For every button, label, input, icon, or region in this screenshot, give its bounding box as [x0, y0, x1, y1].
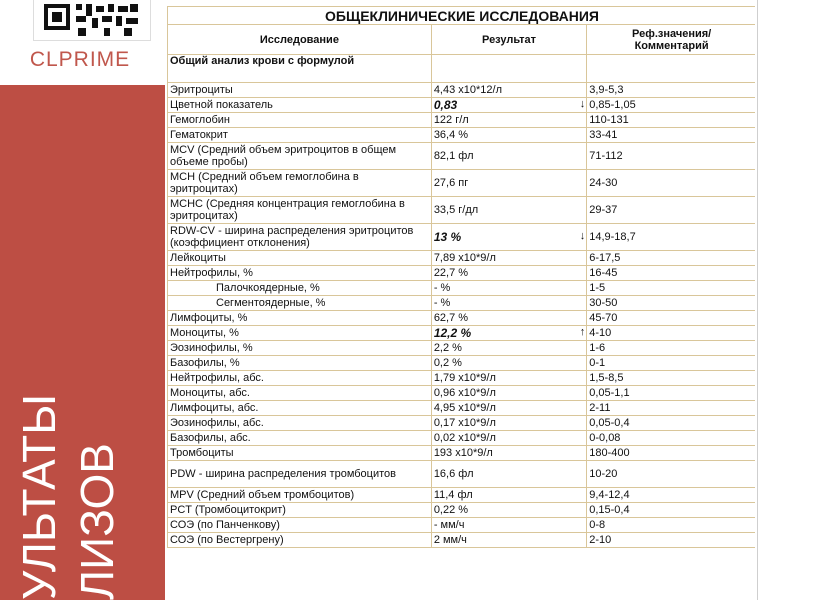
- row-result-value: 22,7 %: [433, 267, 469, 279]
- table-row: [168, 371, 757, 386]
- row-result-value: - %: [433, 297, 451, 309]
- row-result-value: 12,2 %: [433, 326, 472, 340]
- row-result: [431, 356, 586, 371]
- row-ref: 110-131: [587, 113, 757, 128]
- row-result: [431, 416, 586, 431]
- row-result-value: 0,96 х10*9/л: [433, 387, 496, 399]
- row-ref: 3,9-5,3: [587, 83, 757, 98]
- row-name: Гематокрит: [168, 128, 432, 143]
- row-name: СОЭ (по Панченкову): [168, 518, 432, 533]
- row-ref: 0,15-0,4: [587, 503, 757, 518]
- row-name: MCV (Средний объем эритроцитов в общем объеме пробы): [168, 143, 432, 170]
- row-result: [431, 296, 586, 311]
- row-result-value: 2,2 %: [433, 342, 462, 354]
- row-name: Лейкоциты: [168, 251, 432, 266]
- row-result-value: 4,43 х10*12/л: [433, 84, 503, 96]
- row-result: [431, 341, 586, 356]
- row-ref: 0-1: [587, 356, 757, 371]
- table-row: [168, 224, 757, 251]
- table-row: [168, 98, 757, 113]
- row-name: Тромбоциты: [168, 446, 432, 461]
- row-result: [431, 386, 586, 401]
- row-result-value: 36,4 %: [433, 129, 469, 141]
- row-result-value: 0,2 %: [433, 357, 462, 369]
- row-ref: 29-37: [587, 197, 757, 224]
- row-name: Базофилы, %: [168, 356, 432, 371]
- row-result-value: 0,02 х10*9/л: [433, 432, 496, 444]
- row-ref: 2-10: [587, 533, 757, 548]
- table-row: [168, 446, 757, 461]
- row-result-value: 11,4 фл: [433, 489, 473, 501]
- table-row: [168, 311, 757, 326]
- row-result-value: 2 мм/ч: [433, 534, 467, 546]
- row-result-value: - мм/ч: [433, 519, 465, 531]
- table-title-row: [168, 7, 757, 25]
- row-name: Гемоглобин: [168, 113, 432, 128]
- row-name: Лимфоциты, абс.: [168, 401, 432, 416]
- table-row: [168, 251, 757, 266]
- page-edge-line: [757, 0, 758, 600]
- row-name: Сегментоядерные, %: [168, 296, 432, 311]
- row-ref: 0,85-1,05: [587, 98, 757, 113]
- row-ref: 6-17,5: [587, 251, 757, 266]
- row-ref: 4-10: [587, 326, 757, 341]
- row-result: [431, 311, 586, 326]
- table-row: [168, 431, 757, 446]
- table-row: [168, 533, 757, 548]
- row-result-value: 13 %: [433, 230, 462, 244]
- row-name: СОЭ (по Вестергрену): [168, 533, 432, 548]
- results-body: [168, 83, 757, 548]
- row-name: MCHC (Средняя концентрация гемоглобина в эритроцитах): [168, 197, 432, 224]
- row-ref: 71-112: [587, 143, 757, 170]
- row-name: Эозинофилы, %: [168, 341, 432, 356]
- table-row: [168, 401, 757, 416]
- row-name: Цветной показатель: [168, 98, 432, 113]
- row-result-value: - %: [433, 282, 451, 294]
- row-result: [431, 170, 586, 197]
- table-row: [168, 296, 757, 311]
- row-result-value: 122 г/л: [433, 114, 469, 126]
- row-result-value: 27,6 пг: [433, 177, 469, 189]
- table-title: ОБЩЕКЛИНИЧЕСКИЕ ИССЛЕДОВАНИЯ: [168, 7, 757, 25]
- header-ref: Реф.значения/ Комментарий: [587, 25, 757, 55]
- page-margin: [755, 0, 815, 600]
- row-result: [431, 326, 586, 341]
- group-title: Общий анализ крови с формулой: [168, 55, 432, 83]
- row-name: MCH (Средний объем гемоглобина в эритроцитах): [168, 170, 432, 197]
- table-row: [168, 113, 757, 128]
- row-name: Нейтрофилы, %: [168, 266, 432, 281]
- row-name: Палочкоядерные, %: [168, 281, 432, 296]
- row-name: Моноциты, абс.: [168, 386, 432, 401]
- vertical-heading-line-2: ЛИЗОВ: [71, 443, 123, 600]
- row-result: [431, 128, 586, 143]
- row-name: Лимфоциты, %: [168, 311, 432, 326]
- row-result: [431, 281, 586, 296]
- row-ref: 2-11: [587, 401, 757, 416]
- row-ref: 0,05-0,4: [587, 416, 757, 431]
- left-panel: [0, 0, 165, 600]
- row-result-value: 0,83: [433, 98, 458, 112]
- row-result-value: 7,89 х10*9/л: [433, 252, 496, 264]
- row-ref: 33-41: [587, 128, 757, 143]
- row-ref: 14,9-18,7: [587, 224, 757, 251]
- table-header-row: [168, 25, 757, 55]
- row-result: [431, 401, 586, 416]
- row-ref: 0-8: [587, 518, 757, 533]
- row-result: [431, 488, 586, 503]
- table-row: [168, 488, 757, 503]
- row-result: [431, 371, 586, 386]
- arrow-up-icon: ↑: [579, 325, 586, 338]
- row-result-value: 82,1 фл: [433, 150, 474, 162]
- table-row: [168, 341, 757, 356]
- row-ref: 30-50: [587, 296, 757, 311]
- qr-code: [33, 0, 151, 41]
- row-result-value: 33,5 г/дл: [433, 204, 479, 216]
- row-result: [431, 503, 586, 518]
- row-name: MPV (Средний объем тромбоцитов): [168, 488, 432, 503]
- row-name: Нейтрофилы, абс.: [168, 371, 432, 386]
- row-ref: 180-400: [587, 446, 757, 461]
- row-ref: 24-30: [587, 170, 757, 197]
- row-ref: 16-45: [587, 266, 757, 281]
- table-row: [168, 386, 757, 401]
- table-row: [168, 461, 757, 488]
- brand-name: CLPRIME: [29, 48, 131, 71]
- arrow-down-icon: ↓: [579, 97, 586, 110]
- header-study: Исследование: [168, 25, 432, 55]
- table-row: [168, 83, 757, 98]
- table-row: [168, 416, 757, 431]
- row-name: Моноциты, %: [168, 326, 432, 341]
- row-result: [431, 431, 586, 446]
- row-name: Эритроциты: [168, 83, 432, 98]
- row-result: [431, 533, 586, 548]
- row-result-value: 1,79 х10*9/л: [433, 372, 496, 384]
- vertical-heading: [10, 394, 126, 600]
- table-row: [168, 503, 757, 518]
- table-row: [168, 281, 757, 296]
- row-ref: 9,4-12,4: [587, 488, 757, 503]
- row-result-value: 16,6 фл: [433, 468, 474, 480]
- table-row: [168, 266, 757, 281]
- row-result: [431, 143, 586, 170]
- row-ref: 1-6: [587, 341, 757, 356]
- row-result-value: 0,17 х10*9/л: [433, 417, 496, 429]
- row-ref: 0,05-1,1: [587, 386, 757, 401]
- arrow-down-icon: ↓: [579, 230, 586, 242]
- group-ref-empty: [587, 55, 757, 83]
- row-result: [431, 224, 586, 251]
- row-result: [431, 518, 586, 533]
- vertical-heading-line-1: УЛЬТАТЫ: [13, 394, 65, 600]
- row-name: RDW-CV - ширина распределения эритроцитов (коэффициент отклонения): [168, 224, 432, 251]
- table-row: [168, 170, 757, 197]
- table-row: [168, 128, 757, 143]
- table-row: [168, 143, 757, 170]
- row-result-value: 0,22 %: [433, 504, 469, 516]
- table-row: [168, 326, 757, 341]
- row-ref: 1,5-8,5: [587, 371, 757, 386]
- table-row: [168, 197, 757, 224]
- row-ref: 10-20: [587, 461, 757, 488]
- row-result: [431, 266, 586, 281]
- results-table: [167, 6, 757, 548]
- group-result-empty: [431, 55, 586, 83]
- row-ref: 1-5: [587, 281, 757, 296]
- row-result: [431, 98, 586, 113]
- row-name: PDW - ширина распределения тромбоцитов: [168, 461, 432, 488]
- row-result-value: 62,7 %: [433, 312, 469, 324]
- row-result: [431, 197, 586, 224]
- row-result: [431, 83, 586, 98]
- table-row: [168, 518, 757, 533]
- row-result: [431, 446, 586, 461]
- row-result-value: 193 х10*9/л: [433, 447, 493, 459]
- row-result: [431, 251, 586, 266]
- row-ref: 45-70: [587, 311, 757, 326]
- row-name: Базофилы, абс.: [168, 431, 432, 446]
- table-row: [168, 356, 757, 371]
- row-ref: 0-0,08: [587, 431, 757, 446]
- row-result: [431, 113, 586, 128]
- header-result: Результат: [431, 25, 586, 55]
- row-result: [431, 461, 586, 488]
- row-name: PCT (Тромбоцитокрит): [168, 503, 432, 518]
- row-name: Эозинофилы, абс.: [168, 416, 432, 431]
- group-row: [168, 55, 757, 83]
- row-result-value: 4,95 х10*9/л: [433, 402, 496, 414]
